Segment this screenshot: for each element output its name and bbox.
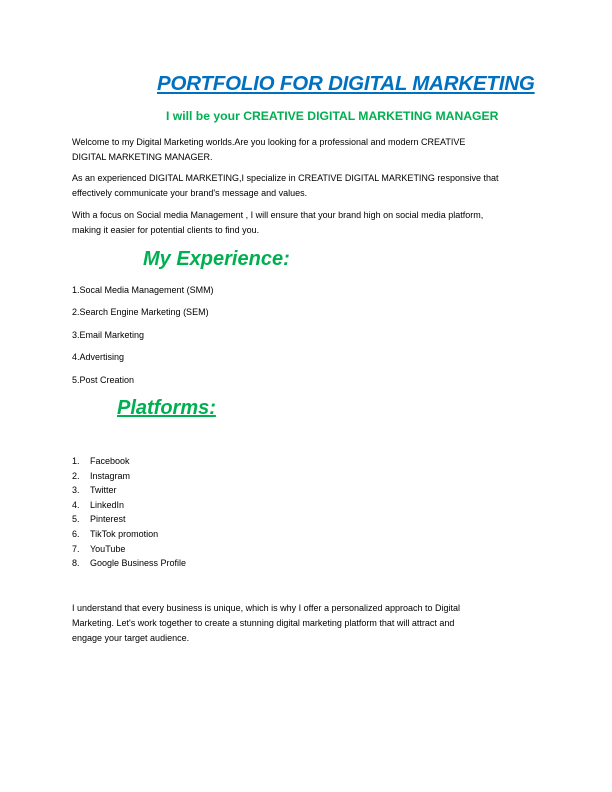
closing-line: I understand that every business is unique, which is why I offer a personalized approach to Digital — [72, 603, 461, 613]
experience-item: 3.Email Marketing — [72, 330, 145, 340]
platforms-heading: Platforms: — [117, 397, 216, 419]
intro-line: making it easier for potential clients to find you. — [72, 225, 260, 235]
intro-line: DIGITAL MARKETING MANAGER. — [72, 152, 213, 162]
platform-item: Facebook — [90, 456, 130, 466]
platform-number: 3. — [72, 485, 80, 496]
platform-number: 6. — [72, 529, 80, 539]
platform-item: Instagram — [90, 470, 131, 481]
platform-item: TikTok promotion — [90, 529, 159, 539]
intro-line: Welcome to my Digital Marketing worlds.Are you looking for a professional and modern CREATIVE — [72, 137, 466, 147]
platform-number: 2. — [72, 470, 80, 481]
intro-line: As an experienced DIGITAL MARKETING,I specialize in CREATIVE DIGITAL MARKETING responsive that — [72, 173, 499, 183]
closing-line: Marketing. Let's work together to create a stunning digital marketing platform that will attract and — [72, 618, 455, 628]
platform-number: 4. — [72, 499, 80, 510]
platform-item: LinkedIn — [90, 499, 125, 510]
platform-item: Pinterest — [90, 514, 126, 525]
platform-item: YouTube — [90, 543, 126, 554]
intro-line: With a focus on Social media Management , I will ensure that your brand high on social media platform, — [72, 210, 484, 220]
platform-number: 8. — [72, 558, 80, 569]
platform-number: 7. — [72, 543, 80, 554]
experience-heading: My Experience: — [143, 248, 290, 270]
experience-item: 5.Post Creation — [72, 375, 135, 385]
experience-item: 4.Advertising — [72, 352, 125, 362]
closing-line: engage your target audience. — [72, 633, 190, 643]
platform-number: 1. — [72, 456, 80, 466]
experience-item: 2.Search Engine Marketing (SEM) — [72, 307, 209, 317]
page-title: PORTFOLIO FOR DIGITAL MARKETING — [157, 72, 535, 95]
platform-number: 5. — [72, 514, 80, 525]
intro-line: effectively communicate your brand's message and values. — [72, 188, 308, 198]
platform-item: Twitter — [90, 485, 117, 496]
experience-item: 1.Socal Media Management (SMM) — [72, 285, 214, 295]
subtitle: I will be your CREATIVE DIGITAL MARKETING MANAGER — [166, 109, 499, 123]
platform-item: Google Business Profile — [90, 558, 187, 569]
